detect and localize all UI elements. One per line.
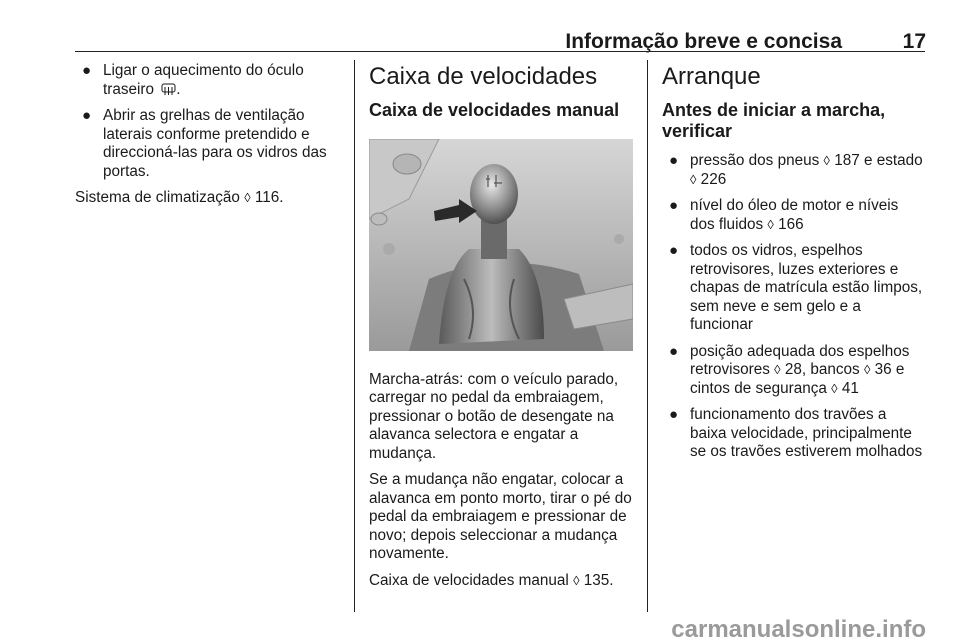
list-item-text: 36 e cintos de segurança: [690, 361, 905, 397]
list-item: [662, 197, 927, 234]
list-item: [662, 406, 927, 462]
bullet-glyph: ●: [82, 107, 92, 124]
bullet-glyph: ●: [82, 62, 92, 79]
reference-arrow-icon: ◊: [863, 362, 871, 377]
reference-arrow-icon: ◊: [244, 190, 251, 205]
column-1: [75, 62, 343, 216]
climate-reference: [75, 189, 343, 208]
col1-bullet-list: [75, 62, 343, 181]
list-item-text: pressão dos pneus: [690, 152, 824, 169]
reference-arrow-icon: ◊: [690, 171, 697, 187]
list-item-text: 28, bancos: [780, 361, 864, 378]
reverse-gear-paragraph: Marcha-atrás: com o veículo parado, carregar no pedal da embraiagem, pressionar o botão de desengate na alavanca selectora e engatar a mudança.: [369, 370, 619, 462]
gear-not-engaged-paragraph: Se a mudança não engatar, colocar a alavanca em ponto morto, tirar o pé do pedal da embraiagem e pressionar de novo; depois seleccionar a mudança novamente.: [369, 471, 632, 562]
reference-page: 116.: [254, 189, 284, 206]
watermark: carmanualsonline.info: [671, 616, 926, 643]
gear-shift-illustration: [369, 139, 633, 351]
reference-arrow-icon: ◊: [573, 572, 580, 588]
column-divider-1: [354, 60, 355, 612]
manual-gearbox-reference: [369, 572, 633, 591]
list-item-text: todos os vidros, espelhos retrovisores, luzes exteriores e chapas de matrícula estão limpos, sem neve e sem gelo e a funcionar: [690, 242, 923, 333]
rear-defrost-icon: [161, 83, 176, 96]
bullet-glyph: ●: [669, 197, 679, 214]
list-item-suffix: .: [176, 80, 181, 98]
list-item-text: 187 e estado: [829, 152, 923, 169]
column-2: [369, 62, 633, 598]
list-item-text: Abrir as grelhas de ventilação laterais conforme pretendido e direccioná-las para os vidros das portas.: [103, 107, 327, 180]
reference-arrow-icon: ◊: [831, 380, 838, 396]
list-item: [75, 107, 343, 181]
column-3: [662, 62, 927, 470]
list-item-text: posição adequada dos espelhos retrovisores: [690, 342, 910, 378]
reference-text: Sistema de climatização: [75, 189, 240, 206]
page-number: 17: [902, 30, 926, 53]
list-item-text: 41: [837, 379, 859, 397]
reference-arrow-icon: ◊: [774, 362, 781, 377]
list-item: [662, 343, 927, 399]
bullet-glyph: ●: [669, 342, 679, 360]
list-item: [75, 62, 343, 99]
header-title: Informação breve e concisa: [565, 30, 842, 53]
bullet-glyph: ●: [669, 406, 679, 423]
list-item-text: 226: [696, 170, 727, 188]
section-heading: Caixa de velocidades: [369, 63, 598, 90]
list-item-text: funcionamento dos travões a baixa velocidade, principalmente se os travões estiverem molhados: [690, 406, 923, 460]
section-heading: Arranque: [662, 63, 761, 90]
list-item-text: nível do óleo de motor e níveis dos fluidos: [690, 197, 899, 233]
list-item: [662, 152, 927, 189]
header-rule: [75, 51, 925, 52]
bullet-glyph: ●: [669, 242, 679, 259]
section-subheading: Caixa de velocidades manual: [369, 100, 620, 120]
list-item-text: 166: [773, 215, 804, 233]
bullet-glyph: ●: [669, 152, 679, 169]
list-item: [662, 242, 927, 335]
section-subheading: Antes de iniciar a marcha, verificar: [662, 100, 886, 141]
checklist: [662, 152, 927, 462]
list-item-text: Ligar o aquecimento do óculo traseiro: [103, 62, 304, 98]
column-divider-2: [647, 60, 648, 612]
reference-page: 135.: [583, 571, 614, 589]
reference-arrow-icon: ◊: [767, 216, 774, 232]
reference-text: Caixa de velocidades manual: [369, 571, 569, 589]
reference-arrow-icon: ◊: [823, 153, 830, 168]
